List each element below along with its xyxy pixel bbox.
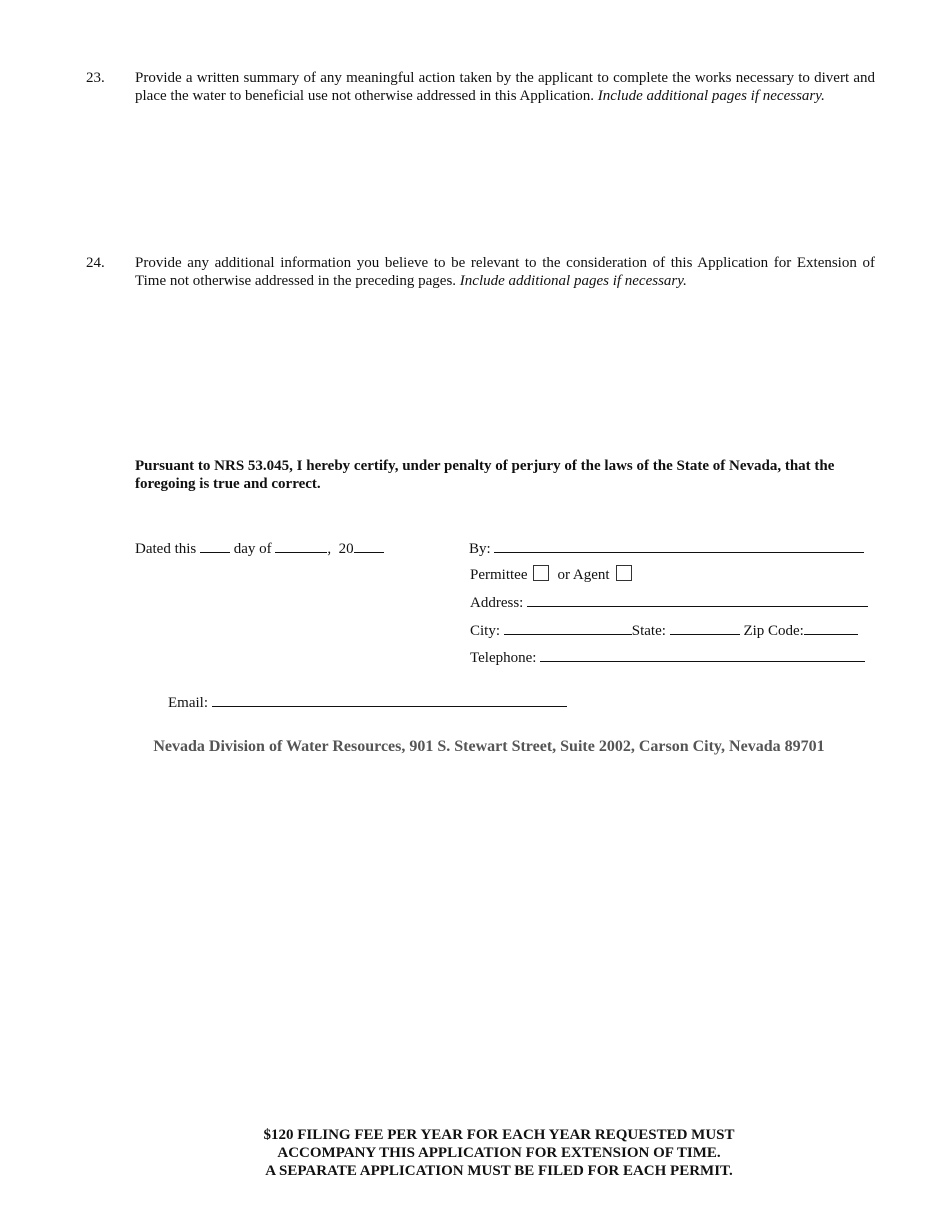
role-line — [470, 565, 640, 584]
state-label: State: — [631, 623, 666, 639]
month-field[interactable] — [275, 538, 327, 553]
telephone-field[interactable] — [540, 647, 865, 662]
city-field[interactable] — [504, 620, 632, 635]
by-line — [469, 538, 864, 558]
address-label: Address: — [470, 595, 524, 611]
zip-label: Zip Code: — [743, 623, 804, 639]
city-state-zip-line — [470, 620, 858, 640]
zip-field[interactable] — [804, 620, 858, 635]
question-body: Provide a written summary of any meaningful action taken by the applicant to complete the works necessary to divert and place the water to beneficial use not otherwise addressed in this Application. — [135, 70, 875, 104]
question-text — [135, 69, 875, 105]
agent-label: or Agent — [557, 567, 610, 583]
question-body: Provide any additional information you believe to be relevant to the consideration of this Application for Extension of Time not otherwise addressed in the preceding pages. — [135, 255, 875, 289]
fee-notice-line: $120 FILING FEE PER YEAR FOR EACH YEAR REQUESTED MUST — [263, 1127, 735, 1143]
email-field[interactable] — [212, 692, 567, 707]
year-field[interactable] — [354, 538, 384, 553]
email-label: Email: — [168, 695, 208, 711]
agent-checkbox[interactable] — [616, 565, 632, 581]
comma: , — [327, 541, 332, 557]
question-number: 24. — [86, 255, 105, 271]
state-field[interactable] — [670, 620, 740, 635]
telephone-label: Telephone: — [470, 650, 537, 666]
address-field[interactable] — [527, 592, 868, 607]
by-field[interactable] — [494, 538, 864, 553]
email-line — [168, 692, 567, 712]
dated-line — [135, 538, 384, 558]
question-note: Include additional pages if necessary. — [597, 88, 825, 104]
answer-area-24[interactable] — [135, 295, 875, 435]
fee-notice-line: ACCOMPANY THIS APPLICATION FOR EXTENSION OF TIME. — [277, 1145, 721, 1161]
by-label: By: — [469, 541, 491, 557]
fee-notice — [0, 1126, 950, 1180]
address-line — [470, 592, 868, 612]
day-field[interactable] — [200, 538, 230, 553]
answer-area-23[interactable] — [135, 110, 875, 240]
city-label: City: — [470, 623, 501, 639]
dated-label: Dated this — [135, 541, 197, 557]
question-note: Include additional pages if necessary. — [459, 273, 687, 289]
telephone-line — [470, 647, 865, 667]
permittee-label: Permittee — [470, 567, 528, 583]
certification-statement: Pursuant to NRS 53.045, I hereby certify, under penalty of perjury of the laws of the State of Nevada, that the foregoing is true and correct. — [135, 458, 835, 492]
question-number: 23. — [86, 70, 105, 86]
agency-address: Nevada Division of Water Resources, 901 S. Stewart Street, Suite 2002, Carson City, Nevada 89701 — [153, 738, 825, 755]
year-prefix: 20 — [338, 541, 354, 557]
question-text — [135, 254, 875, 290]
fee-notice-line: A SEPARATE APPLICATION MUST BE FILED FOR EACH PERMIT. — [265, 1163, 733, 1179]
permittee-checkbox[interactable] — [533, 565, 549, 581]
day-of-label: day of — [233, 541, 272, 557]
